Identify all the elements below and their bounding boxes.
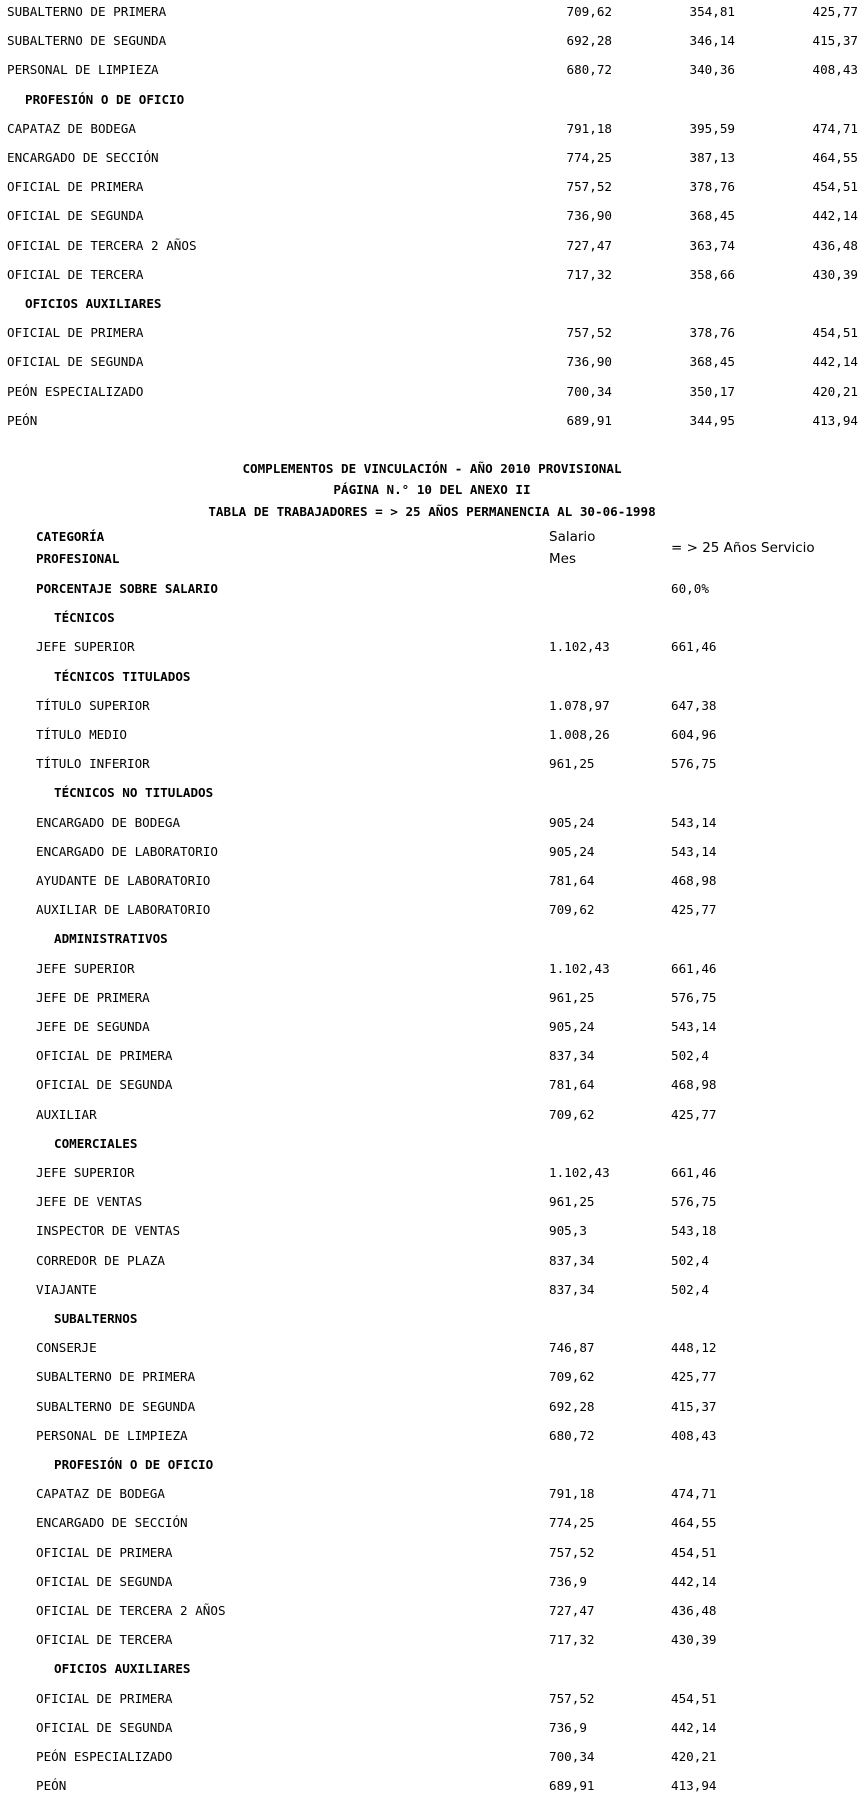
category-name: SUBALTERNO DE PRIMERA [7,4,167,19]
service-complement: 647,38 [671,697,717,713]
section-label: TÉCNICOS NO TITULADOS [54,785,214,801]
table-row [0,206,864,226]
category-name: AUXILIAR DE LABORATORIO [36,902,211,918]
half-amount: 378,76 [689,325,735,341]
service-complement: 543,14 [671,843,717,859]
table-row [0,871,864,891]
service-complement: 420,21 [671,1749,717,1764]
section-header [0,1455,864,1475]
service-complement: 576,75 [671,756,717,772]
category-name: AUXILIAR [36,1106,97,1122]
table-row [0,637,864,657]
half-amount: 363,74 [689,237,735,253]
table-row [0,696,864,716]
complement-amount: 425,77 [812,4,858,19]
half-amount: 368,45 [689,354,735,370]
header-category: CATEGORÍA [36,529,105,544]
category-name: SUBALTERNO DE PRIMERA [36,1369,196,1385]
monthly-salary: 757,52 [549,1690,595,1706]
category-name: CAPATAZ DE BODEGA [7,120,136,136]
service-complement: 502,4 [671,1048,709,1064]
service-complement: 454,51 [671,1690,717,1706]
complement-amount: 436,48 [812,237,858,253]
table-row [0,1251,864,1271]
category-name: OFICIAL DE PRIMERA [36,1544,173,1560]
monthly-salary: 736,90 [566,354,612,370]
monthly-salary: 689,91 [549,1778,595,1794]
table-row [0,2,864,22]
monthly-salary: 680,72 [566,62,612,78]
half-amount: 387,13 [689,150,735,165]
monthly-salary: 736,9 [549,1719,587,1735]
monthly-salary: 746,87 [549,1340,595,1356]
monthly-salary: 781,64 [549,1077,595,1093]
monthly-salary: 727,47 [549,1603,595,1618]
monthly-salary: 1.102,43 [549,639,610,655]
category-name: PEÓN ESPECIALIZADO [7,383,144,399]
table-row [0,148,864,168]
table-row [0,177,864,197]
category-name: AYUDANTE DE LABORATORIO [36,873,211,888]
category-name: OFICIAL DE TERCERA [36,1632,173,1648]
category-name: CORREDOR DE PLAZA [36,1252,165,1268]
category-name: JEFE SUPERIOR [36,639,135,655]
document-title: COMPLEMENTOS DE VINCULACIÓN - AÑO 2010 PROVISIONAL [242,461,622,476]
service-complement: 415,37 [671,1398,717,1414]
service-complement: 468,98 [671,873,717,888]
category-name: PERSONAL DE LIMPIEZA [36,1427,188,1443]
category-name: TÍTULO SUPERIOR [36,697,150,713]
complement-amount: 454,51 [812,325,858,341]
monthly-salary: 791,18 [566,120,612,136]
category-name: CONSERJE [36,1340,97,1356]
table-row [0,1163,864,1183]
category-name: ENCARGADO DE LABORATORIO [36,843,218,859]
category-name: CAPATAZ DE BODEGA [36,1486,165,1502]
half-amount: 346,14 [689,33,735,49]
table-row [0,60,864,80]
table-row [0,959,864,979]
category-name: INSPECTOR DE VENTAS [36,1223,181,1239]
table-row [0,323,864,343]
service-complement: 543,14 [671,814,717,830]
table-row [0,1718,864,1738]
category-name: ENCARGADO DE BODEGA [36,814,181,830]
half-amount: 354,81 [689,4,735,19]
service-complement: 604,96 [671,727,717,742]
category-name: OFICIAL DE PRIMERA [7,325,144,341]
category-name: PEÓN [36,1778,67,1794]
table-row [0,265,864,285]
category-name: ENCARGADO DE SECCIÓN [7,150,159,165]
service-complement: 661,46 [671,1165,717,1180]
category-name: OFICIAL DE TERCERA [7,266,144,282]
table-row [0,1747,864,1767]
category-name: SUBALTERNO DE SEGUNDA [7,33,167,49]
monthly-salary: 837,34 [549,1048,595,1064]
half-amount: 344,95 [689,412,735,428]
service-complement: 543,14 [671,1019,717,1034]
category-name: OFICIAL DE TERCERA 2 AÑOS [7,237,197,253]
service-complement: 413,94 [671,1778,717,1794]
complement-amount: 413,94 [812,412,858,428]
service-complement: 436,48 [671,1603,717,1618]
table-row [0,1630,864,1650]
monthly-salary: 757,52 [566,325,612,341]
table-row [0,1105,864,1125]
service-complement: 661,46 [671,960,717,976]
section-label: TÉCNICOS TITULADOS [54,668,191,684]
table-row [0,31,864,51]
table-row [0,1426,864,1446]
header-service: = > 25 Años Servicio [671,540,815,556]
category-name: JEFE DE VENTAS [36,1194,143,1210]
monthly-salary: 961,25 [549,1194,595,1210]
header-month: Mes [549,551,576,567]
monthly-salary: 1.008,26 [549,727,610,742]
monthly-salary: 961,25 [549,989,595,1005]
category-name: TÍTULO INFERIOR [36,756,150,772]
service-complement: 661,46 [671,639,717,655]
complement-amount: 408,43 [812,62,858,78]
monthly-salary: 837,34 [549,1281,595,1297]
table-row [0,813,864,833]
section-header [0,929,864,949]
service-complement: 425,77 [671,1369,717,1385]
table-row [0,1192,864,1212]
service-complement: 468,98 [671,1077,717,1093]
half-amount: 368,45 [689,208,735,224]
monthly-salary: 680,72 [549,1427,595,1443]
table-title: TABLA DE TRABAJADORES = > 25 AÑOS PERMANENCIA AL 30-06-1998 [208,504,656,519]
table-row [0,382,864,402]
service-complement: 576,75 [671,1194,717,1210]
monthly-salary: 757,52 [566,179,612,195]
section-header [0,1309,864,1329]
monthly-salary: 717,32 [549,1632,595,1648]
service-complement: 448,12 [671,1340,717,1356]
monthly-salary: 700,34 [549,1749,595,1764]
complement-amount: 430,39 [812,266,858,282]
table-row [0,1221,864,1241]
monthly-salary: 791,18 [549,1486,595,1502]
category-name: OFICIAL DE SEGUNDA [7,354,144,370]
category-name: OFICIAL DE PRIMERA [36,1048,173,1064]
complement-amount: 442,14 [812,208,858,224]
section-header [0,1659,864,1679]
service-complement: 442,14 [671,1573,717,1589]
service-complement: 474,71 [671,1486,717,1502]
complement-amount: 454,51 [812,179,858,195]
table-row [0,1280,864,1300]
section-label: ADMINISTRATIVOS [54,931,168,947]
monthly-salary: 905,24 [549,814,595,830]
monthly-salary: 689,91 [566,412,612,428]
monthly-salary: 774,25 [549,1515,595,1531]
category-name: PORCENTAJE SOBRE SALARIO [36,581,218,596]
service-complement: 502,4 [671,1252,709,1268]
table-row [0,236,864,256]
monthly-salary: 709,62 [549,1106,595,1122]
complement-amount: 420,21 [812,383,858,399]
monthly-salary: 692,28 [566,33,612,49]
service-complement: 502,4 [671,1281,709,1297]
table-row [0,352,864,372]
service-complement: 425,77 [671,1106,717,1122]
section-label: COMERCIALES [54,1135,138,1151]
section-label: OFICIOS AUXILIARES [54,1661,191,1677]
table-row [0,411,864,431]
monthly-salary: 774,25 [566,150,612,165]
section-label: PROFESIÓN O DE OFICIO [54,1457,214,1472]
section-header [0,294,864,314]
category-name: OFICIAL DE SEGUNDA [36,1719,173,1735]
header-salary: Salario [549,529,596,545]
section-label: SUBALTERNOS [54,1311,138,1326]
table-row [0,725,864,745]
section-header [0,1134,864,1154]
complement-amount: 442,14 [812,354,858,370]
monthly-salary: 1.078,97 [549,697,610,713]
monthly-salary: 905,24 [549,843,595,859]
table-row [0,119,864,139]
service-complement: 464,55 [671,1515,717,1531]
monthly-salary: 700,34 [566,383,612,399]
half-amount: 395,59 [689,120,735,136]
section-label: OFICIOS AUXILIARES [25,296,162,311]
monthly-salary: 1.102,43 [549,960,610,976]
section-header [0,608,864,628]
service-complement: 454,51 [671,1544,717,1560]
monthly-salary: 837,34 [549,1252,595,1268]
category-name: ENCARGADO DE SECCIÓN [36,1515,188,1531]
complement-amount: 464,55 [812,150,858,165]
table-row [0,1484,864,1504]
table-row [0,1543,864,1563]
monthly-salary: 727,47 [566,237,612,253]
category-name: OFICIAL DE PRIMERA [7,179,144,195]
monthly-salary: 757,52 [549,1544,595,1560]
monthly-salary: 905,3 [549,1223,587,1239]
section-header [0,667,864,687]
section-label: PROFESIÓN O DE OFICIO [25,91,185,107]
table-row [0,1338,864,1358]
service-complement: 425,77 [671,902,717,918]
category-name: OFICIAL DE SEGUNDA [36,1077,173,1093]
service-complement: 430,39 [671,1632,717,1648]
service-complement: 576,75 [671,989,717,1005]
category-name: SUBALTERNO DE SEGUNDA [36,1398,196,1414]
table-row [0,1601,864,1621]
monthly-salary: 961,25 [549,756,595,772]
section-label: TÉCNICOS [54,610,115,626]
half-amount: 358,66 [689,266,735,282]
category-name: OFICIAL DE SEGUNDA [36,1573,173,1589]
monthly-salary: 1.102,43 [549,1165,610,1180]
table-row [0,754,864,774]
service-complement: 60,0% [671,581,709,596]
category-name: VIAJANTE [36,1281,97,1297]
monthly-salary: 781,64 [549,873,595,888]
category-name: PERSONAL DE LIMPIEZA [7,62,159,78]
half-amount: 378,76 [689,179,735,195]
section-header [0,783,864,803]
table-row [0,1367,864,1387]
category-name: OFICIAL DE SEGUNDA [7,208,144,224]
page-reference: PÁGINA N.° 10 DEL ANEXO II [333,482,531,497]
table-row [0,900,864,920]
table-row [0,1017,864,1037]
table-row [0,988,864,1008]
table-row [0,1397,864,1417]
section-header [0,90,864,110]
monthly-salary: 736,9 [549,1573,587,1589]
category-name: JEFE SUPERIOR [36,1165,135,1180]
category-name: JEFE DE PRIMERA [36,989,150,1005]
table-row [0,1776,864,1796]
service-complement: 543,18 [671,1223,717,1239]
table-row [0,842,864,862]
half-amount: 350,17 [689,383,735,399]
category-name: TÍTULO MEDIO [36,727,127,742]
monthly-salary: 905,24 [549,1019,595,1034]
service-complement: 442,14 [671,1719,717,1735]
half-amount: 340,36 [689,62,735,78]
category-name: OFICIAL DE PRIMERA [36,1690,173,1706]
table-row [0,1572,864,1592]
monthly-salary: 709,62 [566,4,612,19]
category-name: PEÓN ESPECIALIZADO [36,1749,173,1764]
category-name: JEFE DE SEGUNDA [36,1019,150,1034]
category-name: OFICIAL DE TERCERA 2 AÑOS [36,1603,226,1618]
monthly-salary: 736,90 [566,208,612,224]
complement-amount: 474,71 [812,120,858,136]
percentage-row [0,579,864,599]
category-name: PEÓN [7,412,38,428]
category-name: JEFE SUPERIOR [36,960,135,976]
header-professional: PROFESIONAL [36,551,120,566]
monthly-salary: 717,32 [566,266,612,282]
monthly-salary: 709,62 [549,1369,595,1385]
monthly-salary: 692,28 [549,1398,595,1414]
monthly-salary: 709,62 [549,902,595,918]
complement-amount: 415,37 [812,33,858,49]
table-row [0,1075,864,1095]
table-row [0,1046,864,1066]
table-row [0,1689,864,1709]
table-row [0,1513,864,1533]
service-complement: 408,43 [671,1427,717,1443]
